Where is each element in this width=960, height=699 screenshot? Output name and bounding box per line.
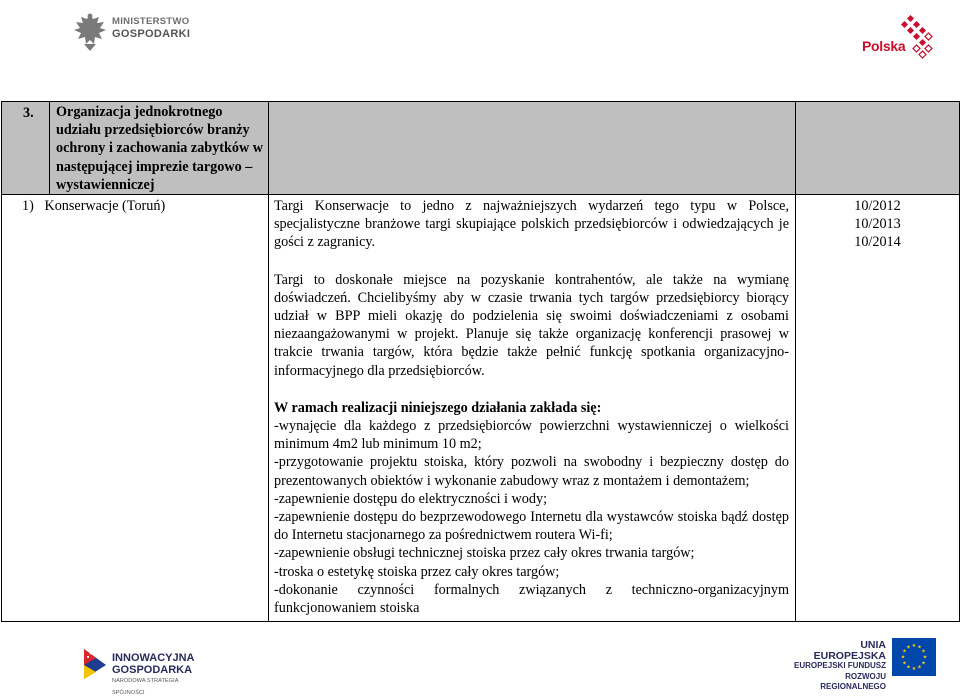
ministry-logo-text bbox=[112, 16, 190, 40]
eu-stars-icon bbox=[892, 638, 936, 676]
date-entry: 10/2012 bbox=[854, 198, 901, 215]
svg-text:★: ★ bbox=[917, 664, 922, 671]
svg-text:★: ★ bbox=[906, 644, 911, 651]
ig-line3: NARODOWA STRATEGIA SPÓJNOŚCI bbox=[112, 678, 179, 696]
svg-text:★: ★ bbox=[922, 654, 928, 661]
scope-heading-text: W ramach realizacji niniejszego działania zakłada się: bbox=[274, 399, 602, 416]
svg-text:★: ★ bbox=[917, 644, 922, 651]
eu-logo bbox=[786, 637, 936, 691]
scope-line: -troska o estetykę stoiska przez cały okres targów; bbox=[274, 563, 560, 580]
innovative-economy-text bbox=[112, 653, 200, 699]
svg-text:★: ★ bbox=[921, 660, 926, 667]
eagle-emblem-icon bbox=[70, 10, 110, 54]
section-empty-cell bbox=[269, 102, 796, 195]
svg-text:★: ★ bbox=[902, 648, 907, 655]
svg-text:★: ★ bbox=[911, 643, 917, 649]
section-number: 3. bbox=[2, 102, 50, 195]
ministry-logo bbox=[70, 10, 191, 54]
item-label: 1) Konserwacje (Toruń) bbox=[2, 195, 269, 622]
innovative-economy-emblem-icon bbox=[80, 645, 110, 683]
scope-line: -zapewnienie obsługi technicznej stoiska przez cały okres trwania targów; bbox=[274, 545, 695, 562]
scope-line: -zapewnienie dostępu do bezprzewodowego Internetu dla wystawców stoiska bądź dostęp do Internetu stacjonarnego za pośrednictwem routera Wi-fi; bbox=[274, 509, 789, 544]
section-empty-cell bbox=[796, 102, 960, 195]
section-title: Organizacja jednokrotnego udziału przedsiębiorców branży ochrony i zachowania zabytków w następującej imprezie targowo – wystawienniczej bbox=[50, 102, 269, 195]
scope-line: -wynajęcie dla każdego z przedsiębiorców powierzchni wystawienniczej o wielkości minimum 4m2 lub minimum 10 m2; bbox=[274, 418, 789, 453]
eu-logo-text bbox=[786, 640, 886, 693]
eu-line1: UNIA EUROPEJSKA bbox=[813, 639, 886, 662]
date-entry: 10/2013 bbox=[854, 216, 901, 233]
description-paragraph: Targi to doskonałe miejsce na pozyskanie kontrahentów, ale także na wymianę doświadczeń. Chcielibyśmy aby w czasie trwania tych targów przedsiębiorcy biorący udział w BPP mieli okazję do podzielenia się swoimi doświadczeniami z osobami niezaangażowanymi w projekt. Planuje się także organizację konferencji prasowej w trakcie trwania targów, która będzie także pełnić funkcję spotkania organizacyjno-informacyjnego dla przedsiębiorców. bbox=[274, 271, 789, 379]
svg-text:★: ★ bbox=[906, 664, 911, 671]
polska-logo bbox=[862, 14, 937, 64]
eu-line2: EUROPEJSKI FUNDUSZ bbox=[793, 661, 886, 670]
scope-line: -zapewnienie dostępu do elektryczności i wody; bbox=[274, 490, 548, 507]
ministry-logo-line2: GOSPODARKI bbox=[112, 28, 191, 40]
ig-line1: INNOWACYJNA bbox=[112, 652, 195, 664]
svg-text:★: ★ bbox=[911, 666, 917, 672]
item-dates bbox=[796, 195, 960, 622]
innovative-economy-logo bbox=[80, 645, 200, 696]
item-description bbox=[269, 195, 796, 622]
ministry-logo-line1: MINISTERSTWO bbox=[112, 16, 190, 27]
polska-logo-text: Polska bbox=[862, 38, 906, 54]
svg-text:★: ★ bbox=[921, 648, 926, 655]
section-header-row bbox=[2, 102, 960, 195]
svg-text:★: ★ bbox=[902, 660, 907, 667]
scope-heading bbox=[274, 399, 789, 417]
eu-flag-icon bbox=[892, 638, 936, 676]
item-row bbox=[2, 195, 960, 622]
ig-line2: GOSPODARKA bbox=[112, 663, 193, 676]
scope-line: -przygotowanie projektu stoiska, który pozwoli na swobodny i bezpieczny dostęp do prezentowanych obiektów i wykonanie zabudowy wraz z montażem i demontażem; bbox=[274, 454, 789, 489]
eu-line3: ROZWOJU REGIONALNEGO bbox=[820, 671, 886, 691]
svg-text:★: ★ bbox=[900, 654, 906, 661]
scope-line: -dokonanie czynności formalnych związanych z techniczno-organizacyjnym funkcjonowaniem stoiska bbox=[274, 581, 789, 617]
description-paragraph: Targi Konserwacje to jedno z najważniejszych wydarzeń tego typu w Polsce, specjalistyczne branżowe targi skupiające polskich przedsiębiorców i odwiedzających je gości z zagranicy. bbox=[274, 198, 789, 251]
program-table bbox=[1, 101, 960, 622]
date-entry: 10/2014 bbox=[854, 234, 901, 251]
